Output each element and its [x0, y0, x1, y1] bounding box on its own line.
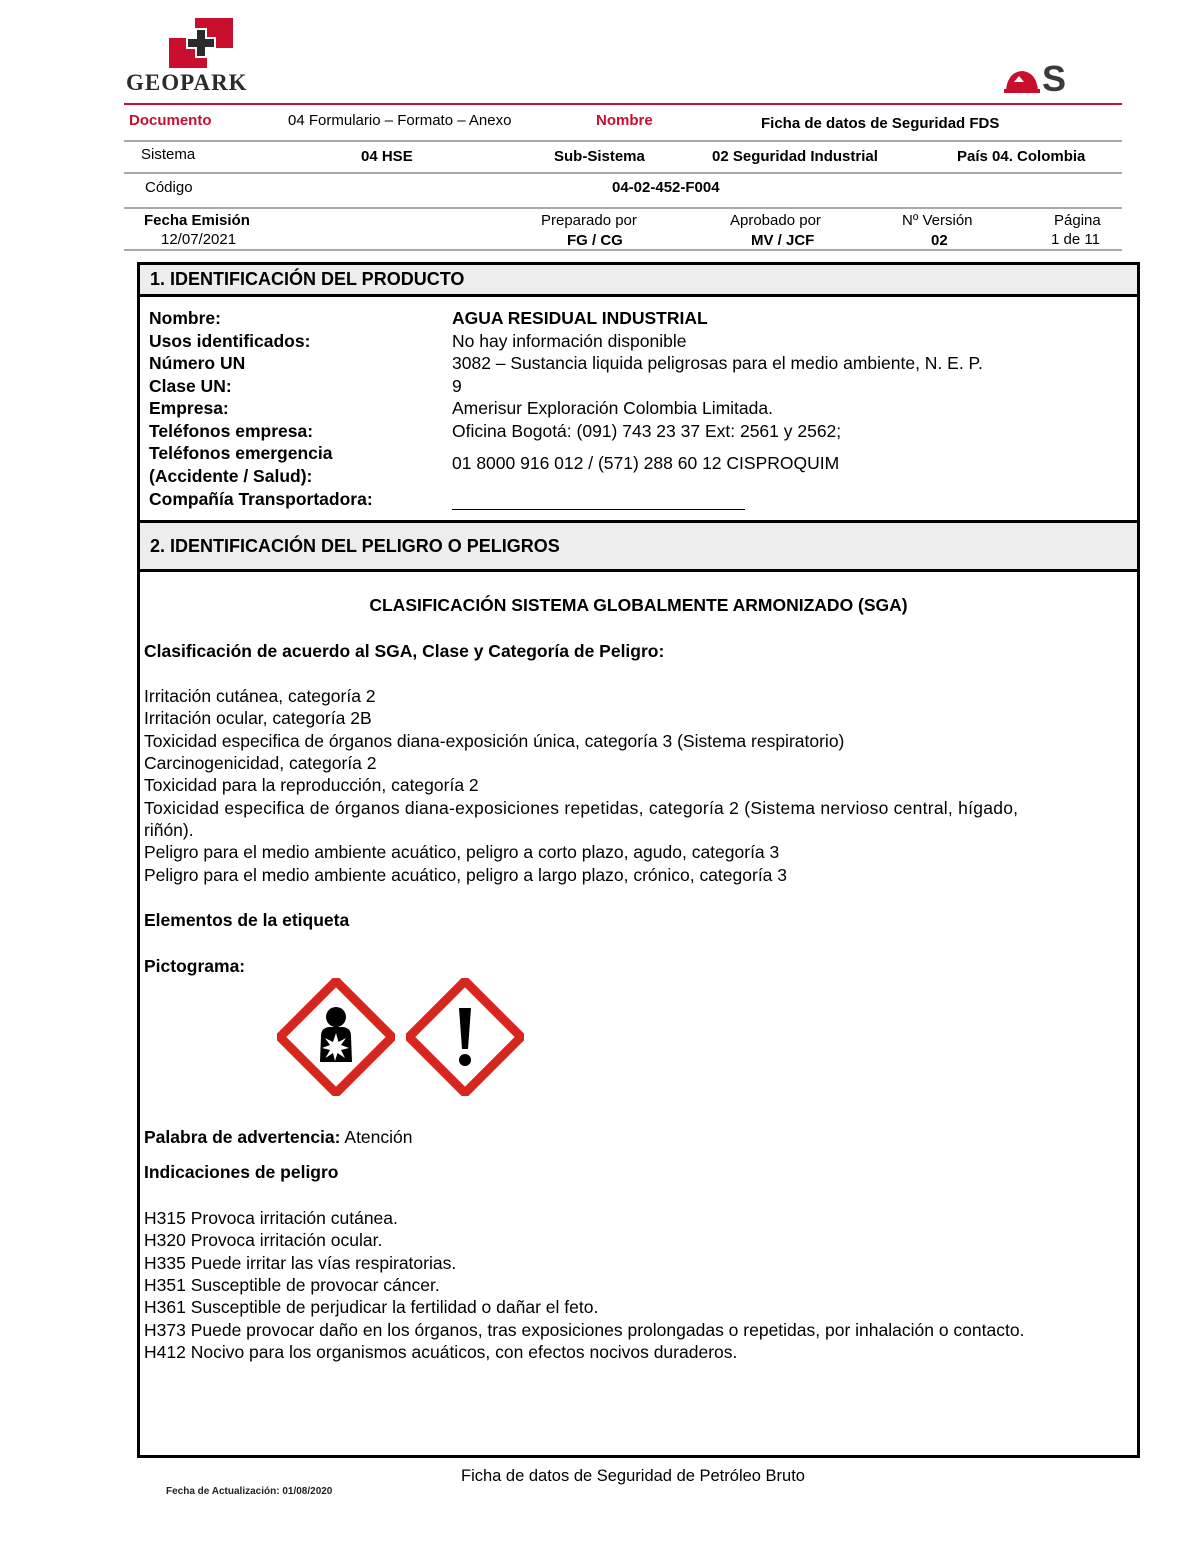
numero-un-value: 3082 – Sustancia liquida peligrosas para el medio ambiente, N. E. P.: [452, 353, 983, 373]
classification-heading: Clasificación de acuerdo al SGA, Clase y Categoría de Peligro:: [144, 641, 665, 661]
documento-value: 04 Formulario – Formato – Anexo: [288, 112, 512, 129]
hazard-statements-heading: Indicaciones de peligro: [144, 1162, 339, 1182]
codigo-value: 04-02-452-F004: [612, 179, 720, 196]
signal-word-value: Atención: [344, 1127, 413, 1147]
signal-word-label: Palabra de advertencia:: [144, 1127, 341, 1147]
telefonos-empresa-value: Oficina Bogotá: (091) 743 23 37 Ext: 2561 y 2562;: [452, 421, 842, 441]
header-rule-3: [124, 207, 1122, 209]
hazard-statement: H315 Provoca irritación cutánea.: [144, 1208, 398, 1228]
aprobado-label: Aprobado por: [730, 212, 821, 229]
hazard-statement: H412 Nocivo para los organismos acuáticos, con efectos nocivos duraderos.: [144, 1342, 738, 1362]
empresa-label: Empresa:: [149, 398, 229, 418]
classification-item: Toxicidad especifica de órganos diana-exposición única, categoría 3 (Sistema respiratorio): [144, 731, 845, 751]
header-rule-1: [124, 140, 1122, 142]
header-top-rule: [124, 103, 1122, 105]
nombre-row-label: Nombre:: [149, 308, 221, 328]
pagina-value: 1 de 11: [1051, 231, 1100, 248]
subsistema-value: 02 Seguridad Industrial: [712, 148, 878, 165]
pais-value: País 04. Colombia: [957, 148, 1086, 165]
hazard-statement: H351 Susceptible de provocar cáncer.: [144, 1275, 440, 1295]
usos-row-label: Usos identificados:: [149, 331, 311, 351]
telefonos-emergencia-value: 01 8000 916 012 / (571) 288 60 12 CISPROQUIM: [452, 453, 840, 473]
classification-item: riñón).: [144, 820, 194, 840]
preparado-value: FG / CG: [567, 232, 623, 249]
classification-item: Peligro para el medio ambiente acuático, peligro a largo plazo, crónico, categoría 3: [144, 865, 788, 885]
numero-un-label: Número UN: [149, 353, 246, 373]
company-name: GEOPARK: [126, 70, 248, 95]
hazard-statement: H320 Provoca irritación ocular.: [144, 1230, 383, 1250]
header-rule-2: [124, 172, 1122, 174]
header-rule-4: [124, 249, 1122, 251]
documento-label: Documento: [129, 112, 212, 129]
pagina-label: Página: [1054, 212, 1101, 229]
compania-transportadora-label: Compañía Transportadora:: [149, 489, 373, 509]
footer-update-date: Fecha de Actualización: 01/08/2020: [166, 1486, 333, 1497]
classification-item: Irritación ocular, categoría 2B: [144, 708, 372, 728]
section-2-title-text: 2. IDENTIFICACIÓN DEL PELIGRO O PELIGROS: [150, 535, 560, 556]
codigo-label: Código: [145, 179, 193, 196]
subsistema-label: Sub-Sistema: [554, 148, 645, 165]
nombre-value: Ficha de datos de Seguridad FDS: [761, 115, 1000, 132]
classification-item: Toxicidad especifica de órganos diana-exposiciones repetidas, categoría 2 (Sistema nervioso central, hígado,: [144, 798, 1019, 818]
health-hazard-icon: [277, 978, 395, 1096]
preparado-label: Preparado por: [541, 212, 637, 229]
telefonos-empresa-label: Teléfonos empresa:: [149, 421, 314, 441]
clase-un-value: 9: [452, 376, 462, 396]
section-1-title: [140, 265, 1137, 297]
empresa-value: Amerisur Exploración Colombia Limitada.: [452, 398, 773, 418]
classification-item: Carcinogenicidad, categoría 2: [144, 753, 377, 773]
signal-word: [144, 1127, 413, 1148]
version-value: 02: [931, 232, 948, 249]
label-elements-heading: Elementos de la etiqueta: [144, 910, 350, 930]
pictogram-heading: Pictograma:: [144, 956, 246, 976]
compania-transportadora-blank: [452, 509, 745, 510]
section-2-title: [140, 523, 1137, 572]
classification-item: Toxicidad para la reproducción, categoría 2: [144, 775, 479, 795]
fecha-value: 12/07/2021: [161, 231, 237, 248]
telefonos-emergencia-label-2: (Accidente / Salud):: [149, 466, 313, 486]
safety-mark: S: [1042, 58, 1067, 99]
nombre-row-value: AGUA RESIDUAL INDUSTRIAL: [452, 308, 708, 328]
geopark-cross-icon: [169, 18, 233, 68]
footer-title: Ficha de datos de Seguridad de Petróleo Bruto: [461, 1467, 805, 1485]
geopark-logo: [126, 18, 276, 98]
nombre-label: Nombre: [596, 112, 653, 129]
hazard-statement: H361 Susceptible de perjudicar la fertilidad o dañar el feto.: [144, 1297, 599, 1317]
sistema-value: 04 HSE: [361, 148, 413, 165]
safety-helmet-logo: [1004, 58, 1074, 99]
classification-item: Irritación cutánea, categoría 2: [144, 686, 376, 706]
hazard-statement: H373 Puede provocar daño en los órganos, tras exposiciones prolongadas o repetidas, por inhalación o contacto.: [144, 1320, 1025, 1340]
sga-title: CLASIFICACIÓN SISTEMA GLOBALMENTE ARMONIZADO (SGA): [369, 595, 908, 615]
clase-un-label: Clase UN:: [149, 376, 232, 396]
hazard-statement: H335 Puede irritar las vías respiratorias.: [144, 1253, 457, 1273]
fecha-label: Fecha Emisión: [144, 212, 250, 229]
section-1-title-text: 1. IDENTIFICACIÓN DEL PRODUCTO: [150, 269, 465, 289]
version-label: Nº Versión: [902, 212, 973, 229]
aprobado-value: MV / JCF: [751, 232, 815, 249]
helmet-icon: [1004, 68, 1040, 94]
sistema-label: Sistema: [141, 146, 196, 163]
classification-item: Peligro para el medio ambiente acuático, peligro a corto plazo, agudo, categoría 3: [144, 842, 780, 862]
usos-row-value: No hay información disponible: [452, 331, 687, 351]
telefonos-emergencia-label: Teléfonos emergencia: [149, 443, 333, 463]
exclamation-mark-icon: [406, 978, 524, 1096]
